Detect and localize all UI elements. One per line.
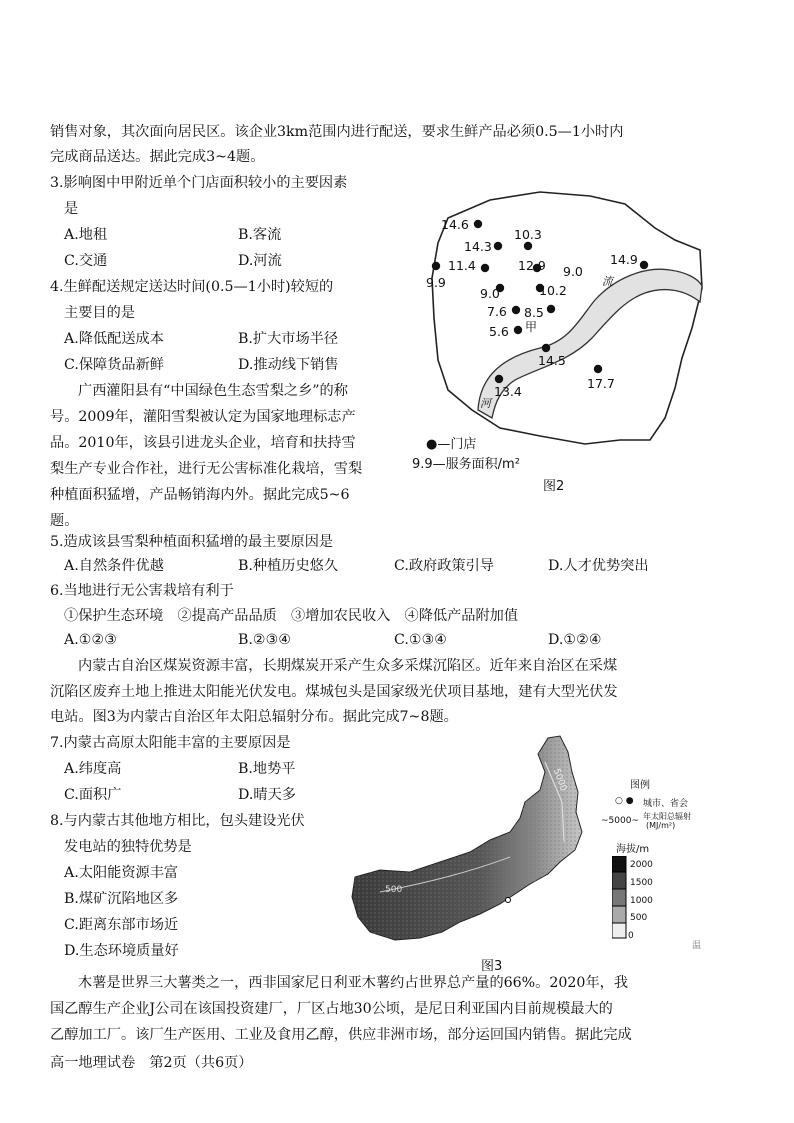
legend-isoline-desc: 年太阳总辐射 xyxy=(643,812,691,821)
store-dot xyxy=(524,242,532,250)
q8-stem-cont: 发电站的独特优势是 xyxy=(64,839,192,855)
cassava-passage-1: 木薯是世界三大薯类之一，西非国家尼日利亚木薯约占世界总产量的66%。2020年，我 xyxy=(78,975,629,991)
store-dot xyxy=(495,375,503,383)
cassava-passage-3: 乙醇加工厂。该厂生产医用、工业及食用乙醇，供应非洲市场，部分运回国内销售。据此完成 xyxy=(50,1027,632,1043)
q7-stem: 7.内蒙古高原太阳能丰富的主要原因是 xyxy=(50,735,291,751)
elevation-tick: 1500 xyxy=(630,878,653,888)
elevation-tick: 500 xyxy=(630,913,648,923)
q7-option-c: C.面积广 xyxy=(64,787,122,803)
q3-option-a: A.地租 xyxy=(64,227,108,243)
intro-line-2: 完成商品送达。据此完成3~4题。 xyxy=(50,149,265,165)
pear-passage-3: 品。2010年，该县引进龙头企业，培育和扶持雪 xyxy=(50,435,356,451)
q6-option-c: C.①③④ xyxy=(394,632,448,648)
store-label: 9.0 xyxy=(563,264,583,279)
q3-stem: 3.影响图中甲附近单个门店面积较小的主要因素 xyxy=(50,175,348,191)
q7-option-a: A.纬度高 xyxy=(64,761,122,777)
river-label-1: 流 xyxy=(602,275,613,288)
store-label: 9.9 xyxy=(426,275,446,290)
q4-option-c: C.保障货品新鲜 xyxy=(64,357,164,373)
figure2-legend-store: ●—门店 xyxy=(426,437,477,452)
store-label: 11.4 xyxy=(448,258,476,273)
elevation-scale xyxy=(612,856,628,940)
q5-option-d: D.人才优势突出 xyxy=(548,558,649,574)
q8-option-b: B.煤矿沉陷地区多 xyxy=(64,891,179,907)
q6-option-b: B.②③④ xyxy=(238,632,292,648)
legend-isoline-unit: (MJ/m²) xyxy=(646,821,676,830)
store-label: 14.3 xyxy=(464,239,492,254)
elevation-tick: 1000 xyxy=(630,896,653,906)
elevation-tick: 0 xyxy=(628,931,634,941)
legend-isoline: ~5000~ xyxy=(601,816,639,826)
store-dot xyxy=(512,306,520,314)
store-dot xyxy=(514,326,522,334)
page-footer: 高一地理试卷 第2页（共6页） xyxy=(50,1055,253,1071)
q4-option-b: B.扩大市场半径 xyxy=(238,331,339,347)
cassava-passage-2: 国乙醇生产企业J公司在该国投资建厂，厂区占地30公顷，是尼日利亚国内目前规模最大的 xyxy=(50,1001,613,1017)
q7-option-b: B.地势平 xyxy=(238,761,296,777)
q8-stem: 8.与内蒙古其他地方相比，包头建设光伏 xyxy=(50,813,305,829)
legend-title: 图例 xyxy=(630,780,650,791)
figure3-caption: 图3 xyxy=(481,959,503,974)
q8-option-a: A.太阳能资源丰富 xyxy=(64,865,179,881)
pear-passage-5: 种植面积猛增，产品畅销海内外。据此完成5~6 xyxy=(50,487,350,503)
elevation-title: 海拔/m xyxy=(616,844,650,855)
q3-stem-cont: 是 xyxy=(64,201,79,217)
store-dot xyxy=(494,242,502,250)
q5-option-c: C.政府政策引导 xyxy=(394,558,494,574)
store-dot xyxy=(481,264,489,272)
store-label: 10.2 xyxy=(539,283,567,298)
q4-option-a: A.降低配送成本 xyxy=(64,331,164,347)
pear-passage-4: 梨生产专业合作社，进行无公害标准化栽培，雪梨 xyxy=(50,461,363,477)
store-dot xyxy=(547,305,555,313)
q8-option-c: C.距离东部市场近 xyxy=(64,917,179,933)
isoline-label-east: 5000 xyxy=(550,767,569,793)
q8-option-d: D.生态环境质量好 xyxy=(64,943,179,959)
figure2-legend-area: 9.9—服务面积/m² xyxy=(412,457,520,472)
q4-stem: 4.生鲜配送规定送达时间(0.5—1小时)较短的 xyxy=(50,279,334,295)
q5-stem: 5.造成该县雪梨种植面积猛增的最主要原因是 xyxy=(50,534,334,550)
legend-city: 城市、省会 xyxy=(643,799,689,809)
q7-option-d: D.晴天多 xyxy=(238,787,296,803)
figure3-map xyxy=(350,732,620,947)
q4-option-d: D.推动线下销售 xyxy=(238,357,339,373)
store-label: 10.3 xyxy=(514,227,542,242)
q3-option-b: B.客流 xyxy=(238,227,282,243)
q4-stem-cont: 主要目的是 xyxy=(64,305,135,321)
store-label: 5.6 xyxy=(489,324,509,339)
store-label: 14.6 xyxy=(441,217,469,232)
store-label: 8.5 xyxy=(524,305,544,320)
pear-passage-1: 广西灌阳县有“中国绿色生态雪梨之乡”的称 xyxy=(78,383,348,399)
isoline-label-west: 500 xyxy=(385,885,403,895)
intro-line-1: 销售对象，其次面向居民区。该企业3km范围内进行配送，要求生鲜产品必须0.5—1小时内 xyxy=(50,124,624,140)
corner-mark: 温 xyxy=(692,941,702,951)
pear-passage-6: 题。 xyxy=(50,513,79,529)
pear-passage-2: 号。2009年，灌阳雪梨被认定为国家地理标志产 xyxy=(50,409,356,425)
legend-city-icon: ○ ● xyxy=(615,796,634,806)
store-dot xyxy=(542,344,550,352)
store-dot xyxy=(432,262,440,270)
store-dot xyxy=(594,365,602,373)
q6-option-a: A.①②③ xyxy=(64,632,117,648)
store-label: 7.6 xyxy=(487,304,507,319)
store-label: 13.4 xyxy=(494,384,522,399)
store-label: 9.0 xyxy=(480,286,500,301)
store-dot xyxy=(474,220,482,228)
store-label: 14.9 xyxy=(610,252,638,267)
store-label: 12.9 xyxy=(518,258,546,273)
solar-passage-3: 电站。图3为内蒙古自治区年太阳总辐射分布。据此完成7~8题。 xyxy=(50,709,458,725)
q3-option-c: C.交通 xyxy=(64,253,108,269)
jia-label: 甲 xyxy=(525,320,538,334)
figure2-caption: 图2 xyxy=(543,479,565,494)
store-label: 14.5 xyxy=(538,353,566,368)
solar-passage-2: 沉陷区废弃土地上推进太阳能光伏发电。煤城包头是国家级光伏项目基地，建有大型光伏发 xyxy=(50,684,618,700)
q6-option-d: D.①②④ xyxy=(548,632,602,648)
store-dot xyxy=(640,261,648,269)
elevation-tick: 2000 xyxy=(630,860,653,870)
q5-option-b: B.种植历史悠久 xyxy=(238,558,339,574)
q3-option-d: D.河流 xyxy=(238,253,282,269)
store-label: 17.7 xyxy=(587,376,615,391)
city-dot xyxy=(506,898,511,903)
q6-stem: 6.当地进行无公害栽培有利于 xyxy=(50,583,234,599)
q5-option-a: A.自然条件优越 xyxy=(64,558,164,574)
q6-items: ①保护生态环境 ②提高产品品质 ③增加农民收入 ④降低产品附加值 xyxy=(64,608,519,624)
solar-passage-1: 内蒙古自治区煤炭资源丰富，长期煤炭开采产生众多采煤沉陷区。近年来自治区在采煤 xyxy=(78,658,618,674)
city-label-hohhot: 呼和浩特 xyxy=(495,908,534,919)
river-label-2: 河 xyxy=(480,397,491,410)
